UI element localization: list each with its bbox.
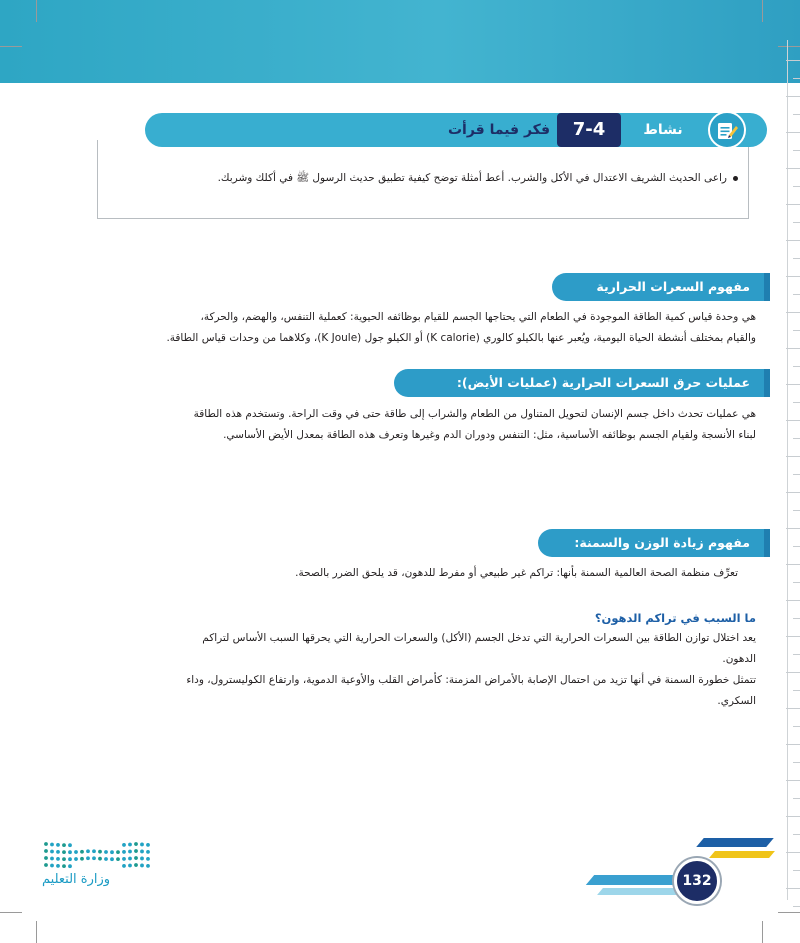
crop-mark: [762, 921, 763, 943]
logo-dot: [122, 864, 126, 868]
ruler-tick: [793, 474, 800, 475]
ruler-tick: [786, 384, 800, 385]
ruler-tick: [793, 690, 800, 691]
logo-dot: [134, 856, 138, 860]
crop-mark: [778, 912, 800, 913]
paragraph-line: لبناء الأنسجة ولقيام الجسم بوظائفه الأساسية، مثل: التنفس ودوران الدم وغيرها وتعرف هذه الطاقة بمعدل الأيض الأساسي.: [223, 429, 756, 441]
ruler-tick: [793, 258, 800, 259]
logo-dot: [128, 864, 132, 868]
metabolism-paragraph: [66, 404, 756, 446]
ruler-tick: [786, 564, 800, 565]
logo-dot: [74, 857, 78, 861]
logo-dot: [146, 850, 150, 854]
ruler-tick: [786, 420, 800, 421]
logo-dot: [56, 843, 60, 847]
ruler-tick: [793, 438, 800, 439]
ruler-tick: [793, 726, 800, 727]
crop-mark: [36, 0, 37, 22]
logo-dot: [86, 849, 90, 853]
obesity-answer: [66, 628, 756, 712]
logo-dot: [50, 857, 54, 861]
ruler-tick: [786, 132, 800, 133]
logo-dot: [80, 850, 84, 854]
logo-dot: [44, 842, 48, 846]
section-heading-calories: مفهوم السعرات الحرارية: [552, 273, 764, 301]
ruler-tick: [793, 510, 800, 511]
crop-mark: [0, 46, 22, 47]
ruler-tick: [793, 330, 800, 331]
logo-dot: [50, 850, 54, 854]
ruler-line: [787, 40, 788, 900]
ruler-tick: [786, 60, 800, 61]
logo-dot: [110, 850, 114, 854]
ruler-tick: [793, 618, 800, 619]
logo-dot: [68, 843, 72, 847]
crop-mark: [36, 921, 37, 943]
ruler-tick: [786, 672, 800, 673]
logo-dot: [44, 849, 48, 853]
paragraph-line: تتمثل خطورة السمنة في أنها تزيد من احتمال الإصابة بالأمراض المزمنة: كأمراض القلب والأوعية الدموية، وارتفاع الكوليسترول، وداء: [186, 674, 756, 686]
ruler-tick: [786, 636, 800, 637]
logo-dot: [128, 857, 132, 861]
ruler-tick: [793, 798, 800, 799]
logo-dot: [128, 850, 132, 854]
decor-stripe: [709, 851, 775, 858]
logo-dot: [62, 850, 66, 854]
ministry-logo-icon: [42, 839, 152, 873]
logo-dot: [92, 849, 96, 853]
ruler-tick: [786, 888, 800, 889]
activity-item-text: راعى الحديث الشريف الاعتدال في الأكل والشرب. أعط أمثلة توضح كيفية تطبيق حديث الرسول ﷺ في أكلك وشربك.: [217, 172, 727, 184]
ruler-tick: [786, 708, 800, 709]
ruler-tick: [786, 204, 800, 205]
logo-dot: [44, 863, 48, 867]
activity-title: فكر فيما قرأت: [447, 122, 550, 138]
ruler-tick: [793, 366, 800, 367]
ruler-tick: [793, 78, 800, 79]
obesity-question: ما السبب في تراكم الدهون؟: [594, 611, 756, 625]
ruler-tick: [793, 402, 800, 403]
calories-paragraph: [66, 307, 756, 349]
ruler-tick: [786, 96, 800, 97]
page-number-badge: 132: [674, 858, 720, 904]
logo-dot: [140, 850, 144, 854]
logo-dot: [116, 857, 120, 861]
ruler-tick: [786, 744, 800, 745]
logo-dot: [104, 857, 108, 861]
side-ruler: [770, 40, 800, 900]
logo-dot: [146, 843, 150, 847]
logo-dot: [128, 843, 132, 847]
paragraph-line: هي عمليات تحدث داخل جسم الإنسان لتحويل المتناول من الطعام والشراب إلى طاقة حتى في وقت الراحة. وتستخدم هذه الطاقة: [193, 408, 756, 420]
ruler-tick: [786, 456, 800, 457]
paragraph-line: والقيام بمختلف أنشطة الحياة اليومية، ويُعبر عنها بالكيلو كالوري (K calorie) أو الكيلو جول (K Joule)، وكلاهما من وحدات قياس الطاقة.: [166, 332, 756, 344]
logo-dot: [68, 864, 72, 868]
ruler-tick: [786, 852, 800, 853]
logo-dot: [68, 850, 72, 854]
section-heading-metabolism: عمليات حرق السعرات الحرارية (عمليات الأيض):: [394, 369, 764, 397]
logo-dot: [134, 849, 138, 853]
ruler-tick: [793, 186, 800, 187]
logo-dot: [80, 857, 84, 861]
logo-dot: [56, 850, 60, 854]
logo-dot: [92, 856, 96, 860]
logo-dot: [140, 843, 144, 847]
logo-dot: [110, 857, 114, 861]
crop-mark: [762, 0, 763, 22]
ministry-logo-text: وزارة التعليم: [42, 872, 111, 887]
ruler-tick: [786, 348, 800, 349]
activity-number: 7-4: [557, 113, 621, 147]
logo-dot: [74, 850, 78, 854]
pencil-note-icon: [708, 111, 746, 149]
logo-dot: [122, 850, 126, 854]
ruler-tick: [793, 114, 800, 115]
ruler-tick: [793, 870, 800, 871]
logo-dot: [44, 856, 48, 860]
logo-dot: [98, 850, 102, 854]
bullet-icon: [733, 176, 738, 181]
ruler-tick: [786, 312, 800, 313]
ruler-tick: [786, 168, 800, 169]
ruler-tick: [786, 816, 800, 817]
logo-dot: [50, 843, 54, 847]
ruler-tick: [786, 240, 800, 241]
logo-dot: [56, 864, 60, 868]
ruler-tick: [786, 600, 800, 601]
logo-dot: [122, 843, 126, 847]
paragraph-line: السكري.: [717, 695, 756, 707]
logo-dot: [146, 864, 150, 868]
logo-dot: [68, 857, 72, 861]
top-band: [0, 0, 800, 83]
logo-dot: [146, 857, 150, 861]
ruler-tick: [786, 492, 800, 493]
logo-dot: [86, 856, 90, 860]
logo-dot: [122, 857, 126, 861]
ruler-tick: [786, 528, 800, 529]
ruler-tick: [793, 762, 800, 763]
paragraph-line: يعد اختلال توازن الطاقة بين السعرات الحرارية التي تدخل الجسم (الأكل) والسعرات الحرارية التي يحرقها السبب الأساس لتراكم: [202, 632, 756, 644]
crop-mark: [0, 912, 22, 913]
section-heading-obesity: مفهوم زيادة الوزن والسمنة:: [538, 529, 764, 557]
ruler-tick: [786, 276, 800, 277]
logo-dot: [62, 843, 66, 847]
activity-item: [98, 170, 738, 186]
obesity-definition: تعرِّف منظمة الصحة العالمية السمنة بأنها: تراكم غير طبيعي أو مفرط للدهون، قد يلحق الضرر بالصحة.: [295, 567, 738, 579]
logo-dot: [134, 863, 138, 867]
logo-dot: [134, 842, 138, 846]
paragraph-line: هي وحدة قياس كمية الطاقة الموجودة في الطعام التي يحتاجها الجسم للقيام بوظائفه الحيوية: كعملية التنفس، والهضم، والحركة،: [200, 311, 756, 323]
ruler-tick: [793, 150, 800, 151]
ruler-tick: [793, 834, 800, 835]
ruler-tick: [793, 654, 800, 655]
logo-dot: [62, 857, 66, 861]
logo-dot: [140, 864, 144, 868]
ruler-tick: [793, 294, 800, 295]
ruler-tick: [793, 546, 800, 547]
logo-dot: [104, 850, 108, 854]
ruler-tick: [786, 780, 800, 781]
ruler-tick: [793, 222, 800, 223]
paragraph-line: الدهون.: [722, 653, 756, 665]
ruler-tick: [793, 906, 800, 907]
logo-dot: [116, 850, 120, 854]
logo-dot: [62, 864, 66, 868]
logo-dot: [56, 857, 60, 861]
logo-dot: [98, 857, 102, 861]
ruler-tick: [793, 582, 800, 583]
decor-stripe: [696, 838, 774, 847]
activity-label: نشاط: [643, 122, 683, 138]
logo-dot: [50, 864, 54, 868]
logo-dot: [140, 857, 144, 861]
